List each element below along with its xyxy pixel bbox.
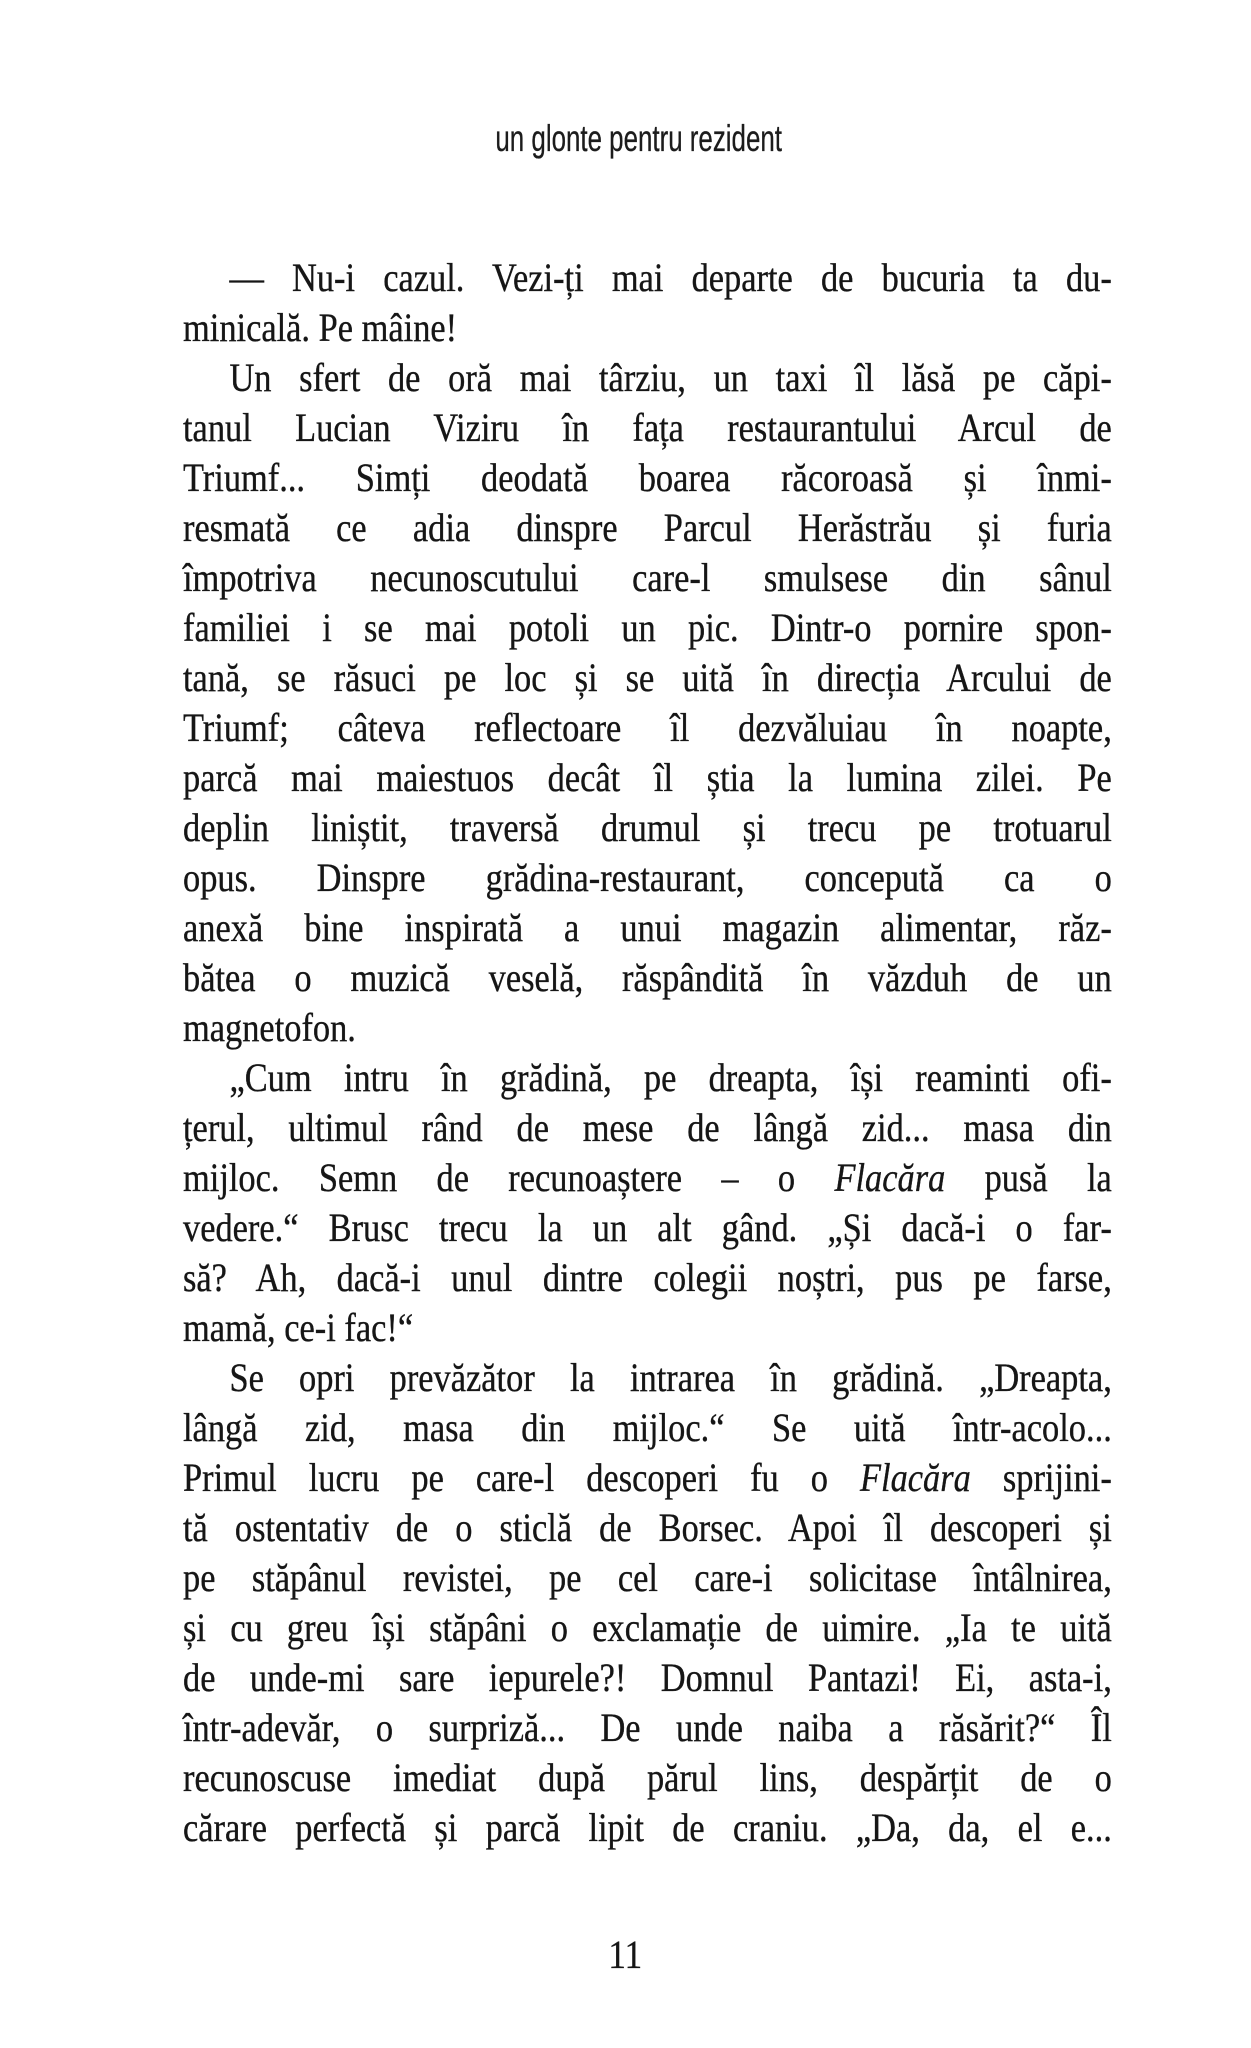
text-segment: parcă mai maiestuos decât îl știa la lumina zilei. Pe [183, 755, 1112, 800]
text-line [183, 653, 1112, 703]
text-segment: într-adevăr, o surpriză... De unde naiba a răsărit?“ Îl [183, 1705, 1112, 1750]
text-line [183, 1603, 1112, 1653]
text-line [183, 1103, 1112, 1153]
text-line [183, 1253, 1112, 1303]
running-title [13, 118, 1251, 168]
text-segment: minicală. Pe mâine! [183, 305, 458, 350]
text-segment: tanul Lucian Viziru în fața restaurantului Arcul de [183, 405, 1112, 450]
text-segment: țerul, ultimul rând de mese de lângă zid... masa din [183, 1105, 1112, 1150]
text-segment: deplin liniștit, traversă drumul și trecu pe trotuarul [183, 805, 1112, 850]
text-segment: să? Ah, dacă-i unul dintre colegii noștri, pus pe farse, [183, 1255, 1112, 1300]
text-line [183, 353, 1112, 403]
text-segment: lângă zid, masa din mijloc.“ Se uită într-acolo... [183, 1405, 1112, 1450]
body-text [183, 253, 1112, 1853]
text-segment: pe stăpânul revistei, pe cel care-i solicitase întâlnirea, [183, 1555, 1112, 1600]
text-segment: — Nu-i cazul. Vezi-ți mai departe de bucuria ta du- [229, 255, 1112, 300]
text-line [183, 903, 1112, 953]
text-segment: mamă, ce-i fac!“ [183, 1305, 414, 1350]
text-line [183, 803, 1112, 853]
text-segment: Triumf; câteva reflectoare îl dezvăluiau în noapte, [183, 705, 1112, 750]
text-line [183, 1503, 1112, 1553]
text-line [183, 1303, 1112, 1353]
text-segment: cărare perfectă și parcă lipit de craniu. „Da, da, el e... [183, 1805, 1112, 1850]
text-line [183, 1403, 1112, 1453]
text-segment: familiei i se mai potoli un pic. Dintr-o pornire spon- [183, 605, 1112, 650]
text-line [183, 953, 1112, 1003]
text-line [183, 1553, 1112, 1603]
text-segment: bătea o muzică veselă, răspândită în văzduh de un [183, 955, 1112, 1000]
text-line [183, 603, 1112, 653]
text-line [183, 1353, 1112, 1403]
text-segment: resmată ce adia dinspre Parcul Herăstrău și furia [183, 505, 1112, 550]
text-line [183, 553, 1112, 603]
text-line [183, 303, 1112, 353]
text-segment: tă ostentativ de o sticlă de Borsec. Apoi îl descoperi și [183, 1505, 1112, 1550]
text-line [183, 853, 1112, 903]
text-line [183, 1703, 1112, 1753]
running-title-text: un glonte pentru rezident [495, 118, 782, 159]
text-segment: anexă bine inspirată a unui magazin alimentar, răz- [183, 905, 1112, 950]
magazine-title-italic: Flacăra [834, 1155, 946, 1200]
page-number [0, 1930, 1251, 1989]
text-segment: opus. Dinspre grădina-restaurant, concepută ca o [183, 855, 1112, 900]
text-line [183, 503, 1112, 553]
text-segment: mijloc. Semn de recunoaștere – o [183, 1155, 835, 1200]
text-line [183, 1053, 1112, 1103]
text-line [183, 1653, 1112, 1703]
text-segment: și cu greu își stăpâni o exclamație de uimire. „Ia te uită [183, 1605, 1112, 1650]
text-line [183, 703, 1112, 753]
text-line [183, 403, 1112, 453]
text-segment: Primul lucru pe care-l descoperi fu o [183, 1455, 860, 1500]
text-line [183, 1803, 1112, 1853]
page-number-text: 11 [608, 1932, 643, 1977]
text-segment: Se opri prevăzător la intrarea în grădină. „Dreapta, [229, 1355, 1112, 1400]
text-line [183, 1753, 1112, 1803]
text-line [183, 1003, 1112, 1053]
text-line [183, 453, 1112, 503]
text-segment: împotriva necunoscutului care-l smulsese din sânul [183, 555, 1112, 600]
text-segment: vedere.“ Brusc trecu la un alt gând. „Și dacă-i o far- [183, 1205, 1112, 1250]
text-segment: magnetofon. [183, 1005, 356, 1050]
text-segment: „Cum intru în grădină, pe dreapta, își reaminti ofi- [229, 1055, 1112, 1100]
text-segment: Triumf... Simți deodată boarea răcoroasă și înmi- [183, 455, 1112, 500]
text-line [183, 1453, 1112, 1503]
text-segment: tană, se răsuci pe loc și se uită în direcția Arcului de [183, 655, 1112, 700]
text-segment: pusă la [945, 1155, 1112, 1200]
text-segment: recunoscuse imediat după părul lins, despărțit de o [183, 1755, 1112, 1800]
text-segment: Un sfert de oră mai târziu, un taxi îl lăsă pe căpi- [229, 355, 1112, 400]
text-segment: sprijini- [970, 1455, 1112, 1500]
text-segment: de unde-mi sare iepurele?! Domnul Pantazi! Ei, asta-i, [183, 1655, 1112, 1700]
text-line [183, 253, 1112, 303]
text-line [183, 1203, 1112, 1253]
magazine-title-italic: Flacăra [859, 1455, 971, 1500]
text-line [183, 1153, 1112, 1203]
text-line [183, 753, 1112, 803]
